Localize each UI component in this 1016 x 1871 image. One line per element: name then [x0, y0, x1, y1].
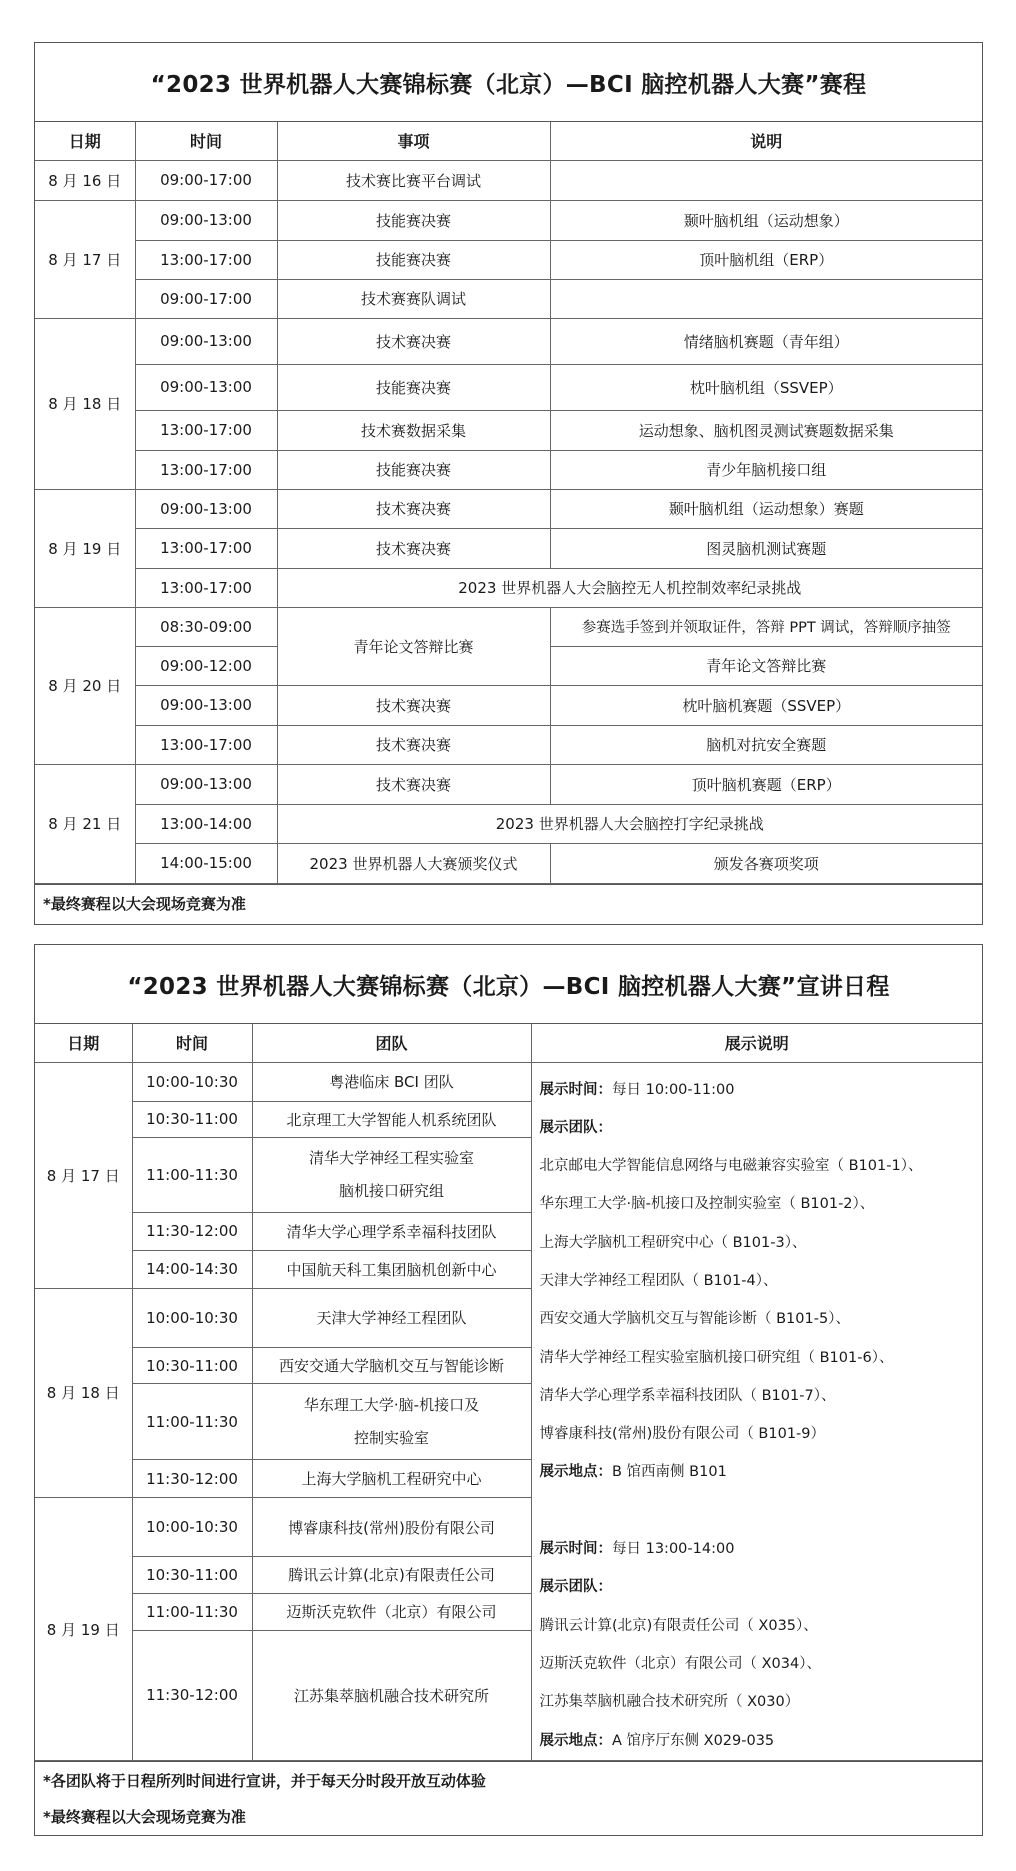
team-cell: 北京理工大学智能人机系统团队	[252, 1101, 531, 1137]
table-row	[35, 450, 982, 489]
time-cell: 13:00-17:00	[135, 725, 277, 764]
time-cell: 09:00-13:00	[135, 489, 277, 528]
date-cell: 8 月 20 日	[35, 607, 135, 764]
time-cell: 09:00-17:00	[135, 160, 277, 200]
header-date: 日期	[35, 122, 135, 160]
time-cell: 11:00-11:30	[132, 1137, 252, 1212]
table-row	[35, 568, 982, 607]
schedule-header-row	[35, 122, 982, 160]
table-row	[35, 279, 982, 318]
table-row	[35, 240, 982, 279]
header-display: 展示说明	[531, 1024, 982, 1062]
desc-cell: 颞叶脑机组（运动想象）赛题	[550, 489, 982, 528]
time-cell: 13:00-17:00	[135, 450, 277, 489]
team-cell: 博睿康科技(常州)股份有限公司	[252, 1498, 531, 1557]
time-cell: 09:00-13:00	[135, 200, 277, 240]
item-cell: 技术赛赛队调试	[277, 279, 550, 318]
item-cell: 技能赛决赛	[277, 450, 550, 489]
time-cell: 14:00-14:30	[132, 1250, 252, 1288]
talks-section	[34, 944, 983, 1836]
desc-cell: 顶叶脑机组（ERP）	[550, 240, 982, 279]
display-team-item: 华东理工大学·脑-机接口及控制实验室（ B101-2）、	[539, 1196, 875, 1213]
display-team-item: 腾讯云计算(北京)有限责任公司（ X035）、	[539, 1617, 818, 1634]
talks-note-1: *各团队将于日程所列时间进行宣讲，并于每天分时段开放互动体验	[35, 1761, 982, 1799]
date-cell: 8 月 17 日	[35, 1062, 132, 1288]
team-cell: 中国航天科工集团脑机创新中心	[252, 1250, 531, 1288]
time-cell: 10:00-10:30	[132, 1498, 252, 1557]
item-cell: 2023 世界机器人大赛颁奖仪式	[277, 843, 550, 883]
desc-cell	[550, 279, 982, 318]
schedule-note: *最终赛程以大会现场竞赛为准	[35, 884, 982, 922]
table-row	[35, 410, 982, 450]
schedule-title: “2023 世界机器人大赛锦标赛（北京）—BCI 脑控机器人大赛”赛程	[35, 43, 982, 122]
date-cell: 8 月 21 日	[35, 764, 135, 883]
display-b-time: 展示时间：每日 13:00-14:00	[539, 1541, 735, 1558]
team-cell: 粤港临床 BCI 团队	[252, 1062, 531, 1101]
desc-cell: 参赛选手签到并领取证件，答辩 PPT 调试，答辩顺序抽签	[550, 607, 982, 646]
desc-cell: 运动想象、脑机图灵测试赛题数据采集	[550, 410, 982, 450]
item-cell: 技术赛决赛	[277, 528, 550, 568]
table-row	[35, 160, 982, 200]
display-team-item: 江苏集萃脑机融合技术研究所（ X030）	[539, 1694, 800, 1711]
time-cell: 13:00-17:00	[135, 528, 277, 568]
desc-cell: 枕叶脑机赛题（SSVEP）	[550, 685, 982, 725]
table-row	[35, 764, 982, 804]
display-team-item: 上海大学脑机工程研究中心（ B101-3）、	[539, 1234, 807, 1251]
item-cell: 技能赛决赛	[277, 364, 550, 410]
table-row	[35, 528, 982, 568]
display-a-time: 展示时间：每日 10:00-11:00	[539, 1081, 735, 1098]
date-cell: 8 月 19 日	[35, 1498, 132, 1761]
desc-cell: 枕叶脑机组（SSVEP）	[550, 364, 982, 410]
display-team-item: 博睿康科技(常州)股份有限公司（ B101-9）	[539, 1426, 826, 1443]
time-cell: 09:00-13:00	[135, 318, 277, 364]
table-row	[35, 607, 982, 646]
time-cell: 08:30-09:00	[135, 607, 277, 646]
schedule-section	[34, 42, 983, 925]
display-info	[531, 1062, 982, 1760]
time-cell: 14:00-15:00	[135, 843, 277, 883]
time-cell: 11:00-11:30	[132, 1593, 252, 1630]
team-cell: 华东理工大学·脑-机接口及 控制实验室	[252, 1384, 531, 1460]
time-cell: 11:30-12:00	[132, 1460, 252, 1498]
team-cell: 天津大学神经工程团队	[252, 1288, 531, 1348]
header-date: 日期	[35, 1024, 132, 1062]
display-team-item: 清华大学神经工程实验室脑机接口研究组（ B101-6）、	[539, 1349, 894, 1366]
item-cell: 技术赛决赛	[277, 725, 550, 764]
item-cell: 技术赛决赛	[277, 489, 550, 528]
time-cell: 13:00-17:00	[135, 568, 277, 607]
time-cell: 09:00-12:00	[135, 646, 277, 685]
item-cell: 青年论文答辩比赛	[277, 607, 550, 685]
time-cell: 09:00-17:00	[135, 279, 277, 318]
time-cell: 09:00-13:00	[135, 364, 277, 410]
item-cell: 技能赛决赛	[277, 200, 550, 240]
time-cell: 11:30-12:00	[132, 1630, 252, 1760]
team-cell: 腾讯云计算(北京)有限责任公司	[252, 1556, 531, 1593]
desc-cell: 情绪脑机赛题（青年组）	[550, 318, 982, 364]
talks-header-row	[35, 1024, 982, 1062]
time-cell: 10:00-10:30	[132, 1062, 252, 1101]
talks-note-2: *最终赛程以大会现场竞赛为准	[43, 1808, 246, 1827]
time-cell: 13:00-17:00	[135, 240, 277, 279]
span-cell: 2023 世界机器人大会脑控打字纪录挑战	[277, 804, 982, 843]
time-cell: 13:00-17:00	[135, 410, 277, 450]
time-cell: 09:00-13:00	[135, 764, 277, 804]
schedule-table	[35, 122, 982, 884]
item-cell: 技能赛决赛	[277, 240, 550, 279]
team-cell: 迈斯沃克软件（北京）有限公司	[252, 1593, 531, 1630]
desc-cell: 青年论文答辩比赛	[550, 646, 982, 685]
display-a-team-label: 展示团队：	[539, 1119, 612, 1136]
date-cell: 8 月 17 日	[35, 200, 135, 318]
team-cell: 清华大学心理学系幸福科技团队	[252, 1212, 531, 1250]
display-a-place: 展示地点：B 馆西南侧 B101	[539, 1464, 727, 1481]
team-cell: 上海大学脑机工程研究中心	[252, 1460, 531, 1498]
table-row	[35, 200, 982, 240]
team-cell: 清华大学神经工程实验室 脑机接口研究组	[252, 1137, 531, 1212]
time-cell: 10:30-11:00	[132, 1556, 252, 1593]
date-cell: 8 月 18 日	[35, 1288, 132, 1498]
table-row	[35, 843, 982, 883]
span-cell: 2023 世界机器人大会脑控无人机控制效率纪录挑战	[277, 568, 982, 607]
table-row	[35, 364, 982, 410]
header-item: 事项	[277, 122, 550, 160]
display-team-item: 迈斯沃克软件（北京）有限公司（ X034）、	[539, 1655, 821, 1672]
header-time: 时间	[135, 122, 277, 160]
table-row	[35, 804, 982, 843]
time-cell: 10:00-10:30	[132, 1288, 252, 1348]
desc-cell: 图灵脑机测试赛题	[550, 528, 982, 568]
item-cell: 技术赛比赛平台调试	[277, 160, 550, 200]
time-cell: 10:30-11:00	[132, 1101, 252, 1137]
header-desc: 说明	[550, 122, 982, 160]
header-time: 时间	[132, 1024, 252, 1062]
desc-cell	[550, 160, 982, 200]
desc-cell: 脑机对抗安全赛题	[550, 725, 982, 764]
display-b-place: 展示地点：A 馆序厅东侧 X029-035	[539, 1732, 775, 1749]
desc-cell: 颁发各赛项奖项	[550, 843, 982, 883]
talks-table	[35, 1024, 982, 1761]
date-cell: 8 月 18 日	[35, 318, 135, 489]
item-cell: 技术赛数据采集	[277, 410, 550, 450]
display-team-item: 西安交通大学脑机交互与智能诊断（ B101-5）、	[539, 1311, 850, 1328]
team-cell: 西安交通大学脑机交互与智能诊断	[252, 1348, 531, 1384]
table-row	[35, 1062, 982, 1101]
display-team-item: 北京邮电大学智能信息网络与电磁兼容实验室（ B101-1）、	[539, 1158, 923, 1175]
time-cell: 10:30-11:00	[132, 1348, 252, 1384]
table-row	[35, 725, 982, 764]
date-cell: 8 月 16 日	[35, 160, 135, 200]
item-cell: 技术赛决赛	[277, 318, 550, 364]
time-cell: 11:30-12:00	[132, 1212, 252, 1250]
time-cell: 09:00-13:00	[135, 685, 277, 725]
desc-cell: 青少年脑机接口组	[550, 450, 982, 489]
display-team-item: 清华大学心理学系幸福科技团队（ B101-7）、	[539, 1387, 836, 1404]
table-row	[35, 318, 982, 364]
item-cell: 技术赛决赛	[277, 764, 550, 804]
table-row	[35, 685, 982, 725]
display-b-team-label: 展示团队：	[539, 1579, 612, 1596]
display-team-item: 天津大学神经工程团队（ B101-4）、	[539, 1272, 778, 1289]
item-cell: 技术赛决赛	[277, 685, 550, 725]
time-cell: 13:00-14:00	[135, 804, 277, 843]
desc-cell: 顶叶脑机赛题（ERP）	[550, 764, 982, 804]
date-cell: 8 月 19 日	[35, 489, 135, 607]
team-cell: 江苏集萃脑机融合技术研究所	[252, 1630, 531, 1760]
time-cell: 11:00-11:30	[132, 1384, 252, 1460]
table-row	[35, 489, 982, 528]
desc-cell: 颞叶脑机组（运动想象）	[550, 200, 982, 240]
header-team: 团队	[252, 1024, 531, 1062]
talks-title: “2023 世界机器人大赛锦标赛（北京）—BCI 脑控机器人大赛”宣讲日程	[35, 945, 982, 1024]
